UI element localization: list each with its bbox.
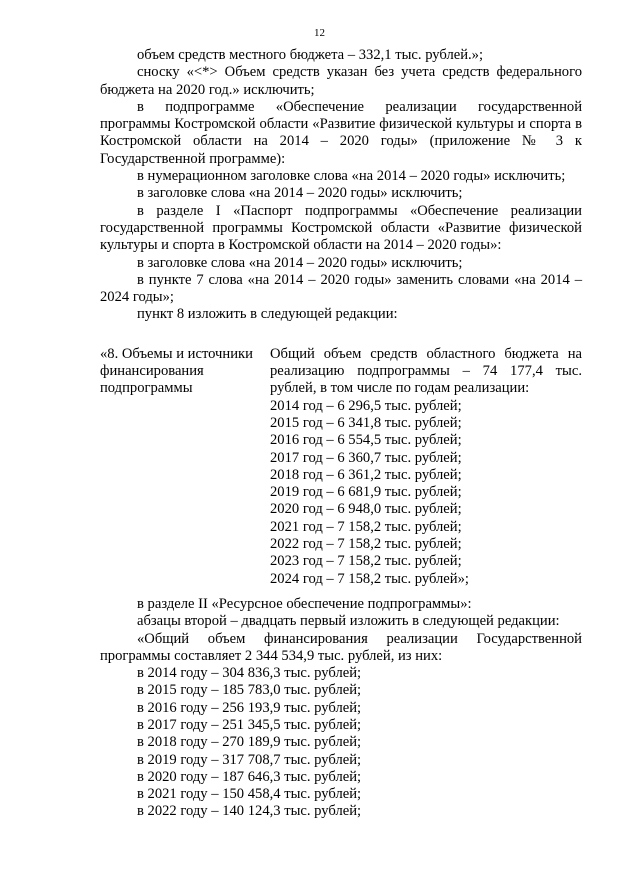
table-year-row: 2024 год – 7 158,2 тыс. рублей»;: [270, 570, 469, 587]
paragraph: в заголовке слова «на 2014 – 2020 годы» исключить;: [137, 254, 463, 271]
table-year-row: 2015 год – 6 341,8 тыс. рублей;: [270, 414, 462, 431]
table-year-row: 2017 год – 6 360,7 тыс. рублей;: [270, 449, 462, 466]
year-list-item: в 2018 году – 270 189,9 тыс. рублей;: [137, 734, 362, 751]
year-list-item: в 2020 году – 187 646,3 тыс. рублей;: [137, 768, 362, 785]
table-year-row: 2014 год – 6 296,5 тыс. рублей;: [270, 397, 462, 414]
paragraph: абзацы второй – двадцать первый изложить в следующей редакции:: [137, 613, 560, 630]
year-list-item: в 2022 году – 140 124,3 тыс. рублей;: [137, 803, 362, 820]
paragraphs-top: [100, 47, 582, 324]
table-lead-text: Общий объем средств областного бюджета на реализацию подпрограммы – 74 177,4 тыс. рублей, в том числе по годам реализации:: [270, 345, 582, 397]
year-list-item: в 2016 году – 256 193,9 тыс. рублей;: [137, 699, 362, 716]
table-year-row: 2019 год – 6 681,9 тыс. рублей;: [270, 484, 462, 501]
document-body: [100, 47, 582, 821]
table-year-row: 2022 год – 7 158,2 тыс. рублей;: [270, 536, 462, 553]
paragraph: «Общий объем финансирования реализации Государственной программы составляет 2 344 534,9 тыс. рублей, из них:: [100, 630, 582, 664]
table-year-row: 2018 год – 6 361,2 тыс. рублей;: [270, 466, 462, 483]
paragraph: объем средств местного бюджета – 332,1 тыс. рублей.»;: [137, 47, 484, 63]
year-list-item: в 2015 году – 185 783,0 тыс. рублей;: [137, 682, 362, 699]
table-year-row: 2023 год – 7 158,2 тыс. рублей;: [270, 553, 462, 570]
year-list-item: в 2019 году – 317 708,7 тыс. рублей;: [137, 751, 362, 768]
paragraph: в нумерационном заголовке слова «на 2014 – 2020 годы» исключить;: [137, 168, 566, 185]
paragraph: в разделе II «Ресурсное обеспечение подпрограммы»:: [137, 595, 472, 612]
paragraphs-bottom: [100, 596, 582, 665]
year-list: [100, 665, 582, 821]
table-year-row: 2016 год – 6 554,5 тыс. рублей;: [270, 432, 462, 449]
page-number: 12: [314, 27, 325, 39]
table-year-row: 2020 год – 6 948,0 тыс. рублей;: [270, 501, 462, 518]
paragraph: сноску «<*> Объем средств указан без учета средств федерального бюджета на 2020 год.» исключить;: [100, 64, 582, 98]
table-year-row: 2021 год – 7 158,2 тыс. рублей;: [270, 518, 462, 535]
paragraph: в пункте 7 слова «на 2014 – 2020 годы» заменить словами «на 2014 – 2024 годы»;: [100, 271, 582, 306]
year-list-item: в 2017 году – 251 345,5 тыс. рублей;: [137, 716, 362, 733]
funding-table: [100, 346, 582, 588]
table-right-cell: [270, 346, 582, 588]
paragraph: в заголовке слова «на 2014 – 2020 годы» исключить;: [137, 185, 463, 202]
year-list-item: в 2021 году – 150 458,4 тыс. рублей;: [137, 786, 362, 803]
paragraph: в разделе I «Паспорт подпрограммы «Обеспечение реализации государственной программы Костромской области «Развитие физической культуры и спорта в Костромской области на 2014 – 2020 годы»:: [100, 202, 582, 254]
table-left-cell: «8. Объемы и источники финансирования подпрограммы: [100, 345, 253, 397]
paragraph: в подпрограмме «Обеспечение реализации государственной программы Костромской области «Развитие физической культуры и спорта в Костромской области на 2014 – 2020 годы» (приложение № 3 к Государственной программе):: [100, 98, 582, 167]
paragraph: пункт 8 изложить в следующей редакции:: [137, 306, 398, 323]
year-list-item: в 2014 году – 304 836,3 тыс. рублей;: [137, 665, 362, 682]
